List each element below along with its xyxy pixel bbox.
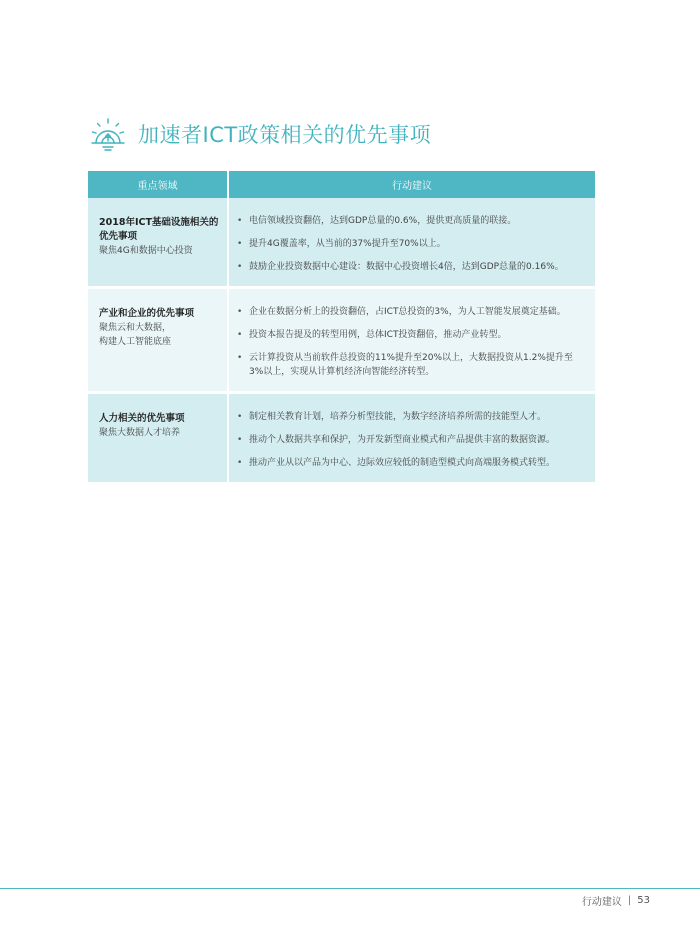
action-item [237,214,583,228]
bullet-icon: • [237,458,243,468]
action-text: 提升4G覆盖率，从当前的37%提升至70%以上。 [249,239,446,249]
bullet-icon: • [237,307,243,317]
priority-table [88,171,595,482]
action-list [237,214,583,274]
area-title-line: 2018年ICT基础设施相关的 [99,217,219,228]
page-number: 53 [637,895,650,906]
page-footer [582,893,650,908]
bullet-icon: • [237,330,243,340]
bullet-icon: • [237,239,243,249]
action-list [237,305,583,379]
area-title-line: 优先事项 [99,231,138,242]
action-text: 企业在数据分析上的投资翻倍，占ICT总投资的3%，为人工智能发展奠定基础。 [249,307,566,317]
action-text: 制定相关教育计划，培养分析型技能，为数字经济培养所需的技能型人才。 [249,412,547,422]
bullet-icon: • [237,435,243,445]
action-text: 鼓励企业投资数据中心建设：数据中心投资增长4倍，达到GDP总量的0.16%。 [249,262,564,272]
action-item [237,328,583,342]
action-text: 推动个人数据共享和保护，为开发新型商业模式和产品提供丰富的数据资源。 [249,435,556,445]
action-item [237,433,583,447]
focus-area-cell [88,391,229,482]
action-item [237,305,583,319]
action-item [237,351,583,379]
area-title-line: 人力相关的优先事项 [99,413,185,424]
section-header [88,112,431,156]
table-row [88,391,595,482]
area-subtitle: 聚焦4G和数据中心投资 [99,246,193,256]
column-header-focus-area: 重点领域 [88,171,229,198]
footer-divider [0,888,700,889]
area-title-line: 产业和企业的优先事项 [99,308,195,319]
column-header-actions: 行动建议 [229,171,595,198]
action-list [237,410,583,470]
footer-section-label: 行动建议 [581,897,622,908]
action-text: 投资本报告提及的转型用例，总体ICT投资翻倍，推动产业转型。 [249,330,507,340]
table-row [88,286,595,391]
action-item [237,237,583,251]
actions-cell [229,286,595,391]
action-text: 推动产业从以产品为中心、边际效应较低的制造型模式向高端服务模式转型。 [249,458,556,468]
actions-cell [229,391,595,482]
page-title: 加速者ICT政策相关的优先事项 [138,123,432,147]
bullet-icon: • [237,216,243,226]
area-subtitle: 构建人工智能底座 [99,337,172,347]
bullet-icon: • [237,262,243,272]
area-subtitle: 聚焦云和大数据， [99,323,172,333]
action-text: 电信领域投资翻倍，达到GDP总量的0.6%，提供更高质量的联接。 [249,216,517,226]
actions-cell [229,198,595,286]
focus-area-cell [88,286,229,391]
action-text: 云计算投资从当前软件总投资的11%提升至20%以上，大数据投资从1.2%提升至3%以上，实现从计算机经济向智能经济转型。 [249,353,573,377]
lightbulb-gear-icon [88,114,128,154]
footer-separator: | [627,895,632,906]
action-item [237,410,583,424]
focus-area-cell [88,198,229,286]
area-subtitle: 聚焦大数据人才培养 [99,428,181,438]
action-item [237,456,583,470]
table-header-row [88,171,595,198]
table-row [88,198,595,286]
bullet-icon: • [237,353,243,363]
action-item [237,260,583,274]
bullet-icon: • [237,412,243,422]
